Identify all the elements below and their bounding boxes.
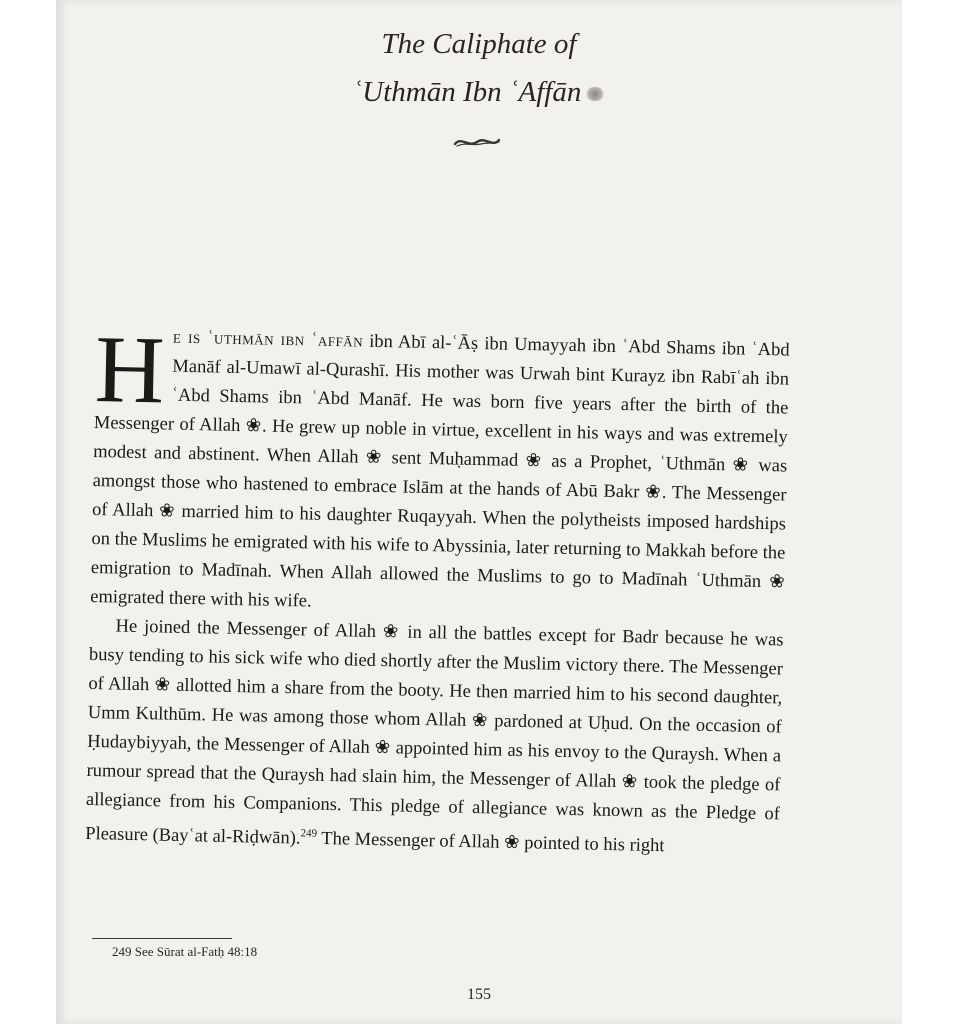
paragraph-1 (90, 315, 790, 626)
opening-small-caps: e is ʿuthmān ibn ʿaffān (172, 327, 364, 352)
footnote (112, 944, 257, 960)
chapter-title-line-2 (56, 68, 902, 116)
paragraph-1-text: ibn Abī al-ʿĀṣ ibn Umayyah ibn ʿAbd Shams ibn ʿAbd Manāf al-Umawī al-Qurashī. His mother was Urwah bint Kurayz ibn Rabīʿah ibn ʿAbd Shams ibn ʿAbd Manāf. He was born five years after the birth of the Messenger of Allah ❀. He grew up noble in virtue, excellent in his ways and was extremely modest and abstinent. When Allah ❀ sent Muḥammad ❀ as a Prophet, ʿUthmān ❀ was amongst those who hastened to embrace Islām at the hands of Abū Bakr ❀. The Messenger of Allah ❀ married him to his daughter Ruqayyah. When the polytheists imposed hardships on the Muslims he emigrated with his wife to Abyssinia, later returning to Makkah before the emigration to Madīnah. When Allah allowed the Muslims to go to Madīnah ʿUthmān ❀ emigrated there with his wife. (90, 331, 790, 612)
page-number: 155 (467, 986, 491, 1003)
footnote-divider (92, 938, 232, 939)
page-left-margin (0, 0, 56, 1024)
paragraph-2-text-continued: The Messenger of Allah ❀ pointed to his right (316, 828, 665, 857)
paragraph-2 (85, 612, 784, 864)
book-page (56, 0, 902, 1024)
footnote-reference: 249 (300, 827, 318, 840)
drop-cap: H (93, 315, 166, 424)
footnote-text: See Sūrat al-Fatḥ 48:18 (134, 944, 258, 959)
chapter-ornament-icon (451, 132, 503, 152)
footnote-number: 249 (112, 944, 132, 959)
chapter-title-line-2-text: ʿUthmān Ibn ʿAffān (352, 76, 582, 108)
chapter-title-line-1: The Caliphate of (381, 28, 577, 60)
paragraph-2-text: He joined the Messenger of Allah ❀ in all the battles except for Badr because he was busy tending to his sick wife who died shortly after the Muslim victory there. The Messenger of Allah ❀ allotted him a share from the booty. He then married him to his second daughter, Umm Kulthūm. He was among those whom Allah ❀ pardoned at Uḥud. On the occasion of Ḥudaybiyyah, the Messenger of Allah ❀ appointed him as his envoy to the Quraysh. When a rumour spread that the Quraysh had slain him, the Messenger of Allah ❀ took the pledge of allegiance from his Companions. This pledge of allegiance was known as the Pledge of Pleasure (Bayʿat al-Riḍwān). (85, 616, 784, 849)
chapter-body (85, 315, 790, 864)
blessing-glyph-icon (585, 87, 605, 101)
